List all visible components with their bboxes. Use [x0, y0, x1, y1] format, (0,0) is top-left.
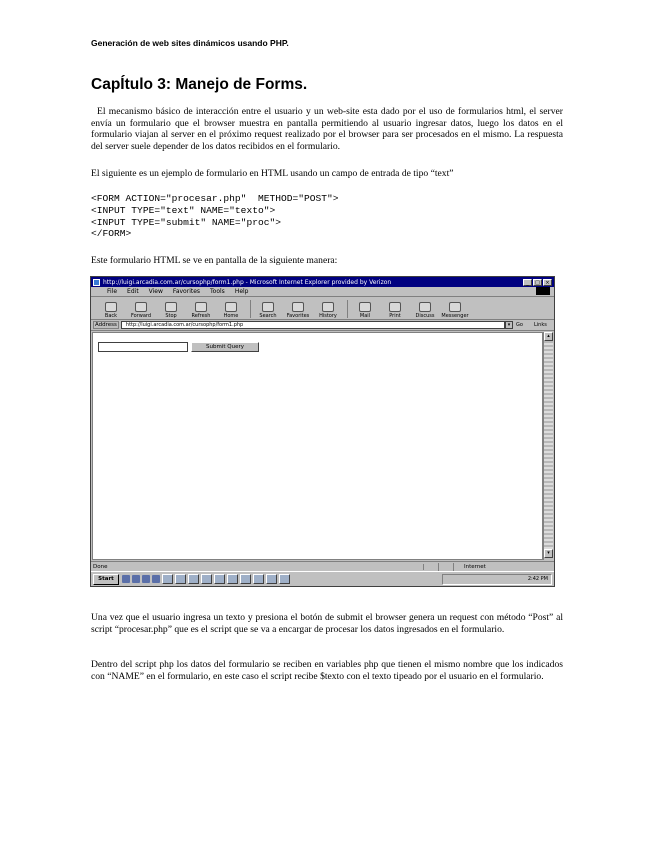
- menu-edit[interactable]: Edit: [127, 288, 139, 295]
- windows-logo-icon: [536, 287, 550, 295]
- discuss-button[interactable]: Discuss: [411, 302, 439, 319]
- menu-help[interactable]: Help: [234, 288, 249, 295]
- minimize-button[interactable]: _: [523, 279, 532, 286]
- vertical-scrollbar[interactable]: [543, 332, 553, 560]
- search-button[interactable]: Search: [254, 302, 282, 319]
- windows-taskbar: [91, 571, 554, 586]
- render-intro-paragraph: Este formulario HTML se ve en pantalla de la siguiente manera:: [91, 255, 338, 266]
- example-intro-paragraph: El siguiente es un ejemplo de formulario en HTML usando un campo de entrada de tipo “text”: [91, 168, 454, 179]
- browser-statusbar: [91, 561, 554, 571]
- home-icon: [225, 302, 237, 312]
- ie-logo-icon: [93, 279, 100, 286]
- messenger-icon: [449, 302, 461, 312]
- chapter-title: CapÍtulo 3: Manejo de Forms.: [91, 76, 308, 93]
- mail-icon: [359, 302, 371, 312]
- taskbar-button[interactable]: [253, 574, 264, 584]
- intro-paragraph: El mecanismo básico de interacción entre el usuario y un web-site esta dado por el uso de formularios html, el server envía un formulario que el browser muestra en pantalla permitiendo al usuario ingresar datos, luego los datos en el formulario viajan al server en el próximo request realizado por el browser para ser procesados en el mismo. La respuesta del server suele depender de los datos recibidos en el formulario.: [91, 106, 563, 152]
- menu-tools[interactable]: Tools: [210, 288, 225, 295]
- scroll-down-icon[interactable]: ▾: [544, 549, 553, 558]
- status-cell: [424, 563, 439, 571]
- page-content-area: [92, 332, 543, 560]
- go-button[interactable]: Go: [516, 322, 523, 328]
- taskbar-button[interactable]: [162, 574, 173, 584]
- submit-explanation-paragraph: Una vez que el usuario ingresa un texto y presiona el botón de submit el browser genera un request con método “Post” al script “procesar.php” que es el script que se va a encargar de procesar los datos ingresados en el formulario.: [91, 612, 563, 635]
- taskbar-button[interactable]: [227, 574, 238, 584]
- close-button[interactable]: ×: [543, 279, 552, 286]
- running-header: Generación de web sites dinámicos usando PHP.: [91, 38, 289, 48]
- quicklaunch-icon[interactable]: [122, 575, 130, 583]
- browser-titlebar: [91, 277, 554, 287]
- code-line: <INPUT TYPE="submit" NAME="proc">: [91, 216, 281, 228]
- favorites-button[interactable]: Favorites: [284, 302, 312, 319]
- back-arrow-icon: [105, 302, 117, 312]
- forward-button[interactable]: Forward: [127, 302, 155, 319]
- taskbar-button[interactable]: [214, 574, 225, 584]
- scroll-track[interactable]: [544, 341, 553, 549]
- quicklaunch-icon[interactable]: [152, 575, 160, 583]
- browser-menubar: [91, 287, 554, 297]
- system-tray-clock: 2:42 PM: [442, 574, 552, 585]
- address-bar: [91, 320, 554, 331]
- status-text: Done: [91, 564, 424, 570]
- history-button[interactable]: History: [314, 302, 342, 319]
- search-icon: [262, 302, 274, 312]
- html-code-block: [91, 193, 339, 240]
- favorites-icon: [292, 302, 304, 312]
- refresh-icon: [195, 302, 207, 312]
- mail-button[interactable]: Mail: [351, 302, 379, 319]
- print-button[interactable]: Print: [381, 302, 409, 319]
- taskbar-button[interactable]: [175, 574, 186, 584]
- print-icon: [389, 302, 401, 312]
- scroll-up-icon[interactable]: ▴: [544, 332, 553, 341]
- status-cell: [439, 563, 454, 571]
- taskbar-button[interactable]: [201, 574, 212, 584]
- stop-button[interactable]: Stop: [157, 302, 185, 319]
- code-line: </FORM>: [91, 228, 132, 240]
- menu-favorites[interactable]: Favorites: [172, 288, 201, 295]
- links-button[interactable]: Links: [534, 322, 547, 328]
- taskbar-button[interactable]: [188, 574, 199, 584]
- maximize-button[interactable]: □: [533, 279, 542, 286]
- taskbar-button[interactable]: [266, 574, 277, 584]
- form-text-input[interactable]: [98, 342, 188, 352]
- back-button[interactable]: Back: [97, 302, 125, 319]
- forward-arrow-icon: [135, 302, 147, 312]
- home-button[interactable]: Home: [217, 302, 245, 319]
- taskbar-button[interactable]: [279, 574, 290, 584]
- start-button[interactable]: Start: [93, 574, 119, 585]
- security-zone: Internet: [464, 563, 486, 570]
- menu-file[interactable]: File: [107, 288, 118, 295]
- code-line: <INPUT TYPE="text" NAME="texto">: [91, 204, 276, 216]
- browser-toolbar: [91, 297, 554, 320]
- code-line: <FORM ACTION="procesar.php" METHOD="POST">: [91, 193, 339, 204]
- menu-view[interactable]: View: [148, 288, 163, 295]
- toolbar-separator: [250, 300, 251, 318]
- address-label: Address: [95, 322, 117, 328]
- address-input[interactable]: http://luigi.arcadia.com.ar/cursophp/form1.php: [121, 321, 505, 329]
- php-variables-paragraph: Dentro del script php los datos del formulario se reciben en variables php que tienen el mismo nombre que los indicados con “NAME” en el formulario, en este caso el script recibe $texto con el texto tipeado por el usuario en el formulario.: [91, 659, 563, 682]
- quicklaunch-icon[interactable]: [142, 575, 150, 583]
- taskbar-button[interactable]: [240, 574, 251, 584]
- address-dropdown-icon[interactable]: ▾: [505, 321, 513, 329]
- browser-window-title: http://luigi.arcadia.com.ar/cursophp/form1.php - Microsoft Internet Explorer provided by Verizon: [103, 278, 392, 286]
- discuss-icon: [419, 302, 431, 312]
- submit-query-button[interactable]: Submit Query: [191, 342, 259, 352]
- history-icon: [322, 302, 334, 312]
- messenger-button[interactable]: Messenger: [441, 302, 469, 319]
- toolbar-separator: [347, 300, 348, 318]
- browser-screenshot: [90, 276, 555, 587]
- stop-icon: [165, 302, 177, 312]
- quicklaunch-icon[interactable]: [132, 575, 140, 583]
- refresh-button[interactable]: Refresh: [187, 302, 215, 319]
